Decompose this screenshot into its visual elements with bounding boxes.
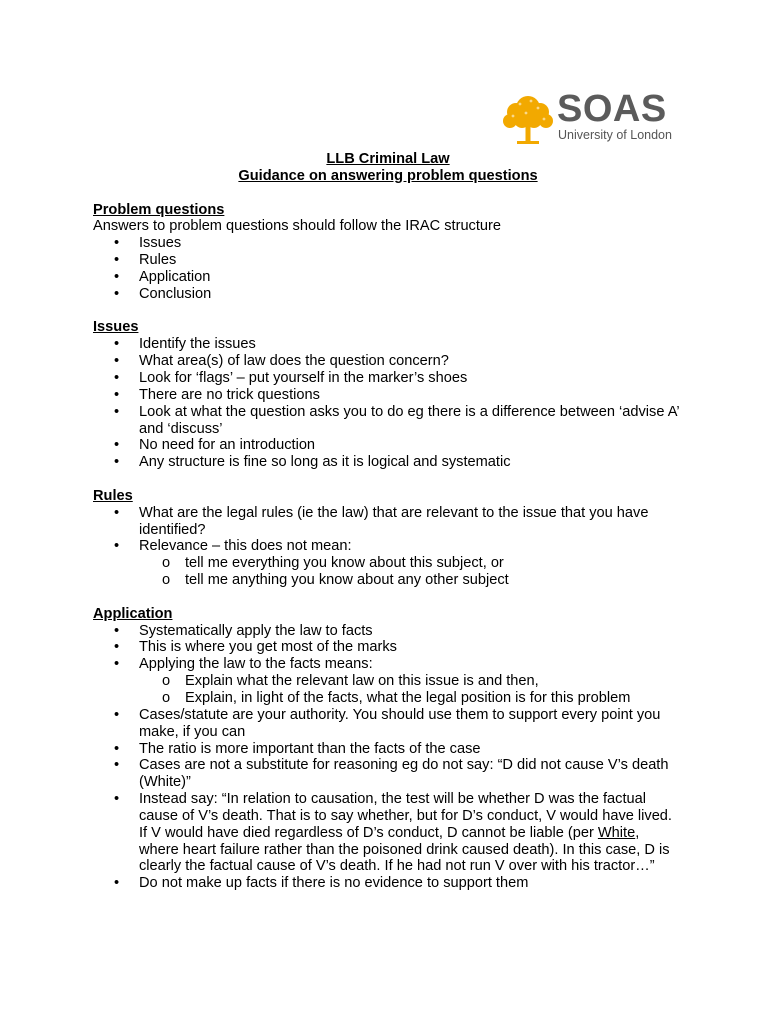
list-item: • Any structure is fine so long as it is logical and systematic: [139, 454, 683, 471]
list-item: • What area(s) of law does the question concern?: [139, 353, 683, 370]
case-name-white: White: [597, 824, 636, 841]
quote-part-2: , where heart failure rather than the poisoned drink caused death). In this case, D is clearly the factual cause of V’s death. If he had not run V over with his tractor…”: [139, 824, 670, 875]
application-sublist: [139, 673, 683, 707]
list-item: • What are the legal rules (ie the law) that are relevant to the issue that you have identified?: [139, 505, 683, 539]
application-list: [93, 623, 683, 893]
list-item: • Do not make up facts if there is no evidence to support them: [139, 875, 683, 892]
logo-brand: SOAS: [557, 88, 667, 130]
list-item: [139, 538, 683, 589]
issues-list: [93, 336, 683, 471]
list-item: • Rules: [139, 252, 683, 269]
list-item: • Systematically apply the law to facts: [139, 623, 683, 640]
list-item: • Issues: [139, 235, 683, 252]
irac-list: [93, 235, 683, 302]
soas-logo: [500, 88, 672, 150]
rules-list: [93, 505, 683, 589]
list-item-text: Relevance – this does not mean:: [139, 538, 352, 555]
problem-questions-intro: Answers to problem questions should follow the IRAC structure: [93, 218, 502, 235]
list-item: • There are no trick questions: [139, 387, 683, 404]
list-item: • Cases/statute are your authority. You should use them to support every point you make, if you can: [139, 707, 683, 741]
document-body: [93, 151, 683, 892]
list-item-text: Applying the law to the facts means:: [139, 656, 373, 673]
list-item: • The ratio is more important than the facts of the case: [139, 741, 683, 758]
sub-list-item: o Explain, in light of the facts, what the legal position is for this problem: [185, 690, 683, 707]
tree-icon: [500, 92, 556, 148]
sub-list-item: o Explain what the relevant law on this issue is and then,: [185, 673, 683, 690]
rules-sublist: [139, 555, 683, 589]
issues-heading: Issues: [93, 319, 139, 336]
sub-list-item: o tell me everything you know about this subject, or: [185, 555, 683, 572]
list-item: [139, 791, 683, 875]
logo-subtitle: University of London: [558, 128, 672, 142]
list-item: [139, 656, 683, 707]
rules-heading: Rules: [93, 487, 133, 504]
application-heading: Application: [93, 605, 173, 622]
list-item: • No need for an introduction: [139, 437, 683, 454]
list-item: • Look for ‘flags’ – put yourself in the marker’s shoes: [139, 370, 683, 387]
doc-title: LLB Criminal Law: [326, 151, 450, 167]
doc-subtitle: Guidance on answering problem questions: [238, 167, 538, 184]
list-item: • Conclusion: [139, 286, 683, 303]
list-item: • Look at what the question asks you to do eg there is a difference between ‘advise A’ and ‘discuss’: [139, 404, 683, 438]
problem-questions-heading: Problem questions: [93, 201, 225, 218]
quote-part-1: Instead say: “In relation to causation, the test will be whether D was the factual cause of V’s death. That is to say whether, but for D’s conduct, V would have lived. If V would have died regardless of D’s conduct, D cannot be liable (per: [139, 791, 672, 841]
list-item: • Cases are not a substitute for reasoning eg do not say: “D did not cause V’s death (White)”: [139, 757, 683, 791]
list-item: • This is where you get most of the marks: [139, 639, 683, 656]
list-item: • Application: [139, 269, 683, 286]
list-item: • Identify the issues: [139, 336, 683, 353]
sub-list-item: o tell me anything you know about any other subject: [185, 572, 683, 589]
